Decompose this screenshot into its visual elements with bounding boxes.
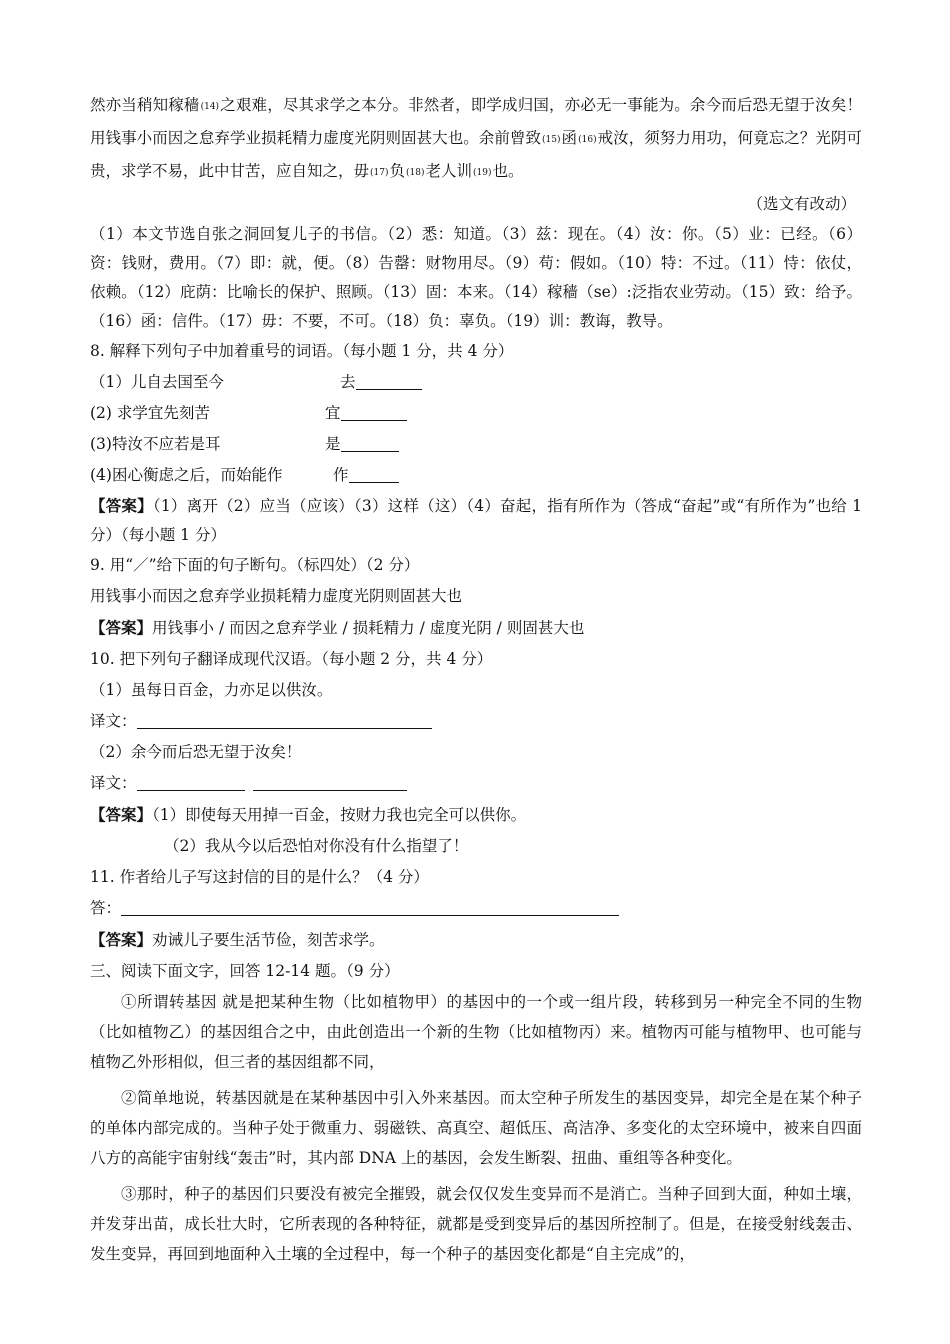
question-9-answer: [90, 612, 862, 644]
passage-text: 也。: [492, 162, 524, 180]
translation-label: 译文：: [90, 774, 137, 792]
answer-tag: 【答案】: [90, 805, 153, 824]
footnote-marker: (16): [578, 135, 597, 145]
answer-tag: 【答案】: [90, 618, 153, 637]
answer-tag: 【答案】: [90, 496, 153, 515]
question-8-item: [90, 398, 862, 429]
passage-paragraph: [90, 90, 862, 189]
footnote-marker: (18): [406, 168, 425, 178]
passage-text: 老人训: [425, 162, 473, 180]
footnote-marker: (19): [473, 168, 492, 178]
question-10-answer-1: [90, 799, 862, 831]
passage-text: 然亦当稍知稼穑: [90, 96, 200, 114]
question-8-title: 8. 解释下列句子中加着重号的词语。（每小题 1 分，共 4 分）: [90, 342, 514, 360]
question-9-title: 9. 用“／”给下面的句子断句。（标四处）（2 分）: [90, 556, 420, 574]
answer-tag: 【答案】: [90, 930, 153, 949]
question-11-answer: [90, 924, 862, 956]
answer-text: 用钱事小 / 而因之怠弃学业 / 损耗精力 / 虚度光阴 / 则固甚大也: [152, 619, 585, 637]
answer-label: 答：: [90, 899, 122, 917]
item-sentence: (2) 求学宜先刻苦: [90, 404, 210, 422]
question-8-answer: [90, 491, 862, 550]
translation-blank[interactable]: [253, 772, 407, 791]
source-note: （选文有改动）: [747, 195, 856, 213]
question-10-answer-2: （2）我从今以后恐怕对你没有什么指望了！: [164, 837, 469, 855]
question-8-item: [90, 367, 862, 398]
question-10-title: 10. 把下列句子翻译成现代汉语。（每小题 2 分，共 4 分）: [90, 650, 493, 668]
question-10-sentence-2: （2）余今而后恐无望于汝矣！: [90, 743, 302, 761]
answer-text: 劝诫儿子要生活节俭，刻苦求学。: [152, 931, 385, 949]
item-sentence: （1）儿自去国至今: [90, 373, 224, 391]
answer-blank[interactable]: [121, 897, 619, 916]
question-11-answer-line: [90, 893, 862, 924]
section-3-paragraph-2: ②简单地说，转基因就是在某种基因中引入外来基因。而太空种子所发生的基因变异，却完全是在某个种子的单体内部完成的。当种子处于微重力、弱磁铁、高真空、超低压、高洁净、多变化的太空环境中，被来自四面八方的高能宇宙射线“轰击”时，其内部 DNA 上的基因，会发生断裂、扭曲、重组等各种变化。: [90, 1089, 862, 1167]
footnotes: （1）本文节选自张之洞回复儿子的书信。（2）悉：知道。（3）兹：现在。（4）汝：你。（5）业：已经。（6）资：钱财，费用。（7）即：就，便。（8）告罄：财物用尽。（9）苟：假如。（10）特：不过。（11）恃：依仗，依赖。（12）庇荫：比喻长的保护、照顾。（13）固：本来。（14）稼穑（se）:泛指农业劳动。（15）致：给予。（16）函：信件。（17）毋：不要，不可。（18）负：辜负。（19）训：教诲，教导。: [90, 225, 862, 330]
translation-blank[interactable]: [137, 772, 245, 791]
answer-blank[interactable]: [356, 371, 422, 390]
item-word: 是: [325, 429, 399, 460]
item-word: 宜: [325, 398, 407, 429]
translation-line-2: [90, 768, 862, 799]
translation-line-1: [90, 706, 862, 737]
section-3-title: 三、阅读下面文字，回答 12-14 题。（9 分）: [90, 962, 400, 980]
question-8-item: [90, 460, 862, 491]
translation-blank[interactable]: [137, 710, 432, 729]
section-3-paragraph-3: ③那时，种子的基因们只要没有被完全摧毁，就会仅仅发生变异而不是消亡。当种子回到大面，种如土壤，并发芽出苗，成长壮大时，它所表现的各种特征，就都是受到变异后的基因所控制了。但是，在接受射线轰击、发生变异，再回到地面种入土壤的全过程中，每一个种子的基因变化都是“自主完成”的，: [90, 1185, 862, 1263]
footnote-marker: (14): [200, 102, 220, 112]
question-8-item: [90, 429, 862, 460]
item-word: 去: [340, 367, 422, 398]
section-3-paragraph-1: ①所谓转基因 就是把某种生物（比如植物甲）的基因中的一个或一组片段，转移到另一种完全不同的生物（比如植物乙）的基因组合之中，由此创造出一个新的生物（比如植物丙）来。植物丙可能与植物甲、也可能与植物乙外形相似，但三者的基因组都不同，: [90, 993, 862, 1071]
passage-text: 之艰难，尽其求学之本分。非然者，即学成归国，亦必无一事能为。余今而后恐无望于汝矣！用钱事小而因之怠弃学业损耗精力虚度光阴则固甚大也。余前曾致: [90, 96, 862, 147]
question-10-sentence-1: （1）虽每日百金，力亦足以供汝。: [90, 681, 333, 699]
answer-text: （1）即使每天用掉一百金，按财力我也完全可以供你。: [152, 806, 527, 824]
question-9-sentence: 用钱事小而因之怠弃学业损耗精力虚度光阴则固甚大也: [90, 587, 463, 605]
item-word: 作: [333, 460, 399, 491]
footnote-marker: (17): [370, 168, 389, 178]
answer-blank[interactable]: [349, 464, 399, 483]
passage-text: 函: [561, 129, 578, 147]
answer-text: （1）离开（2）应当（应该）（3）这样（这）（4）奋起，指有所作为（答成“奋起”或“有所作为”也给 1 分）（每小题 1 分）: [90, 497, 862, 544]
passage-text: 戒汝，须努力用功，何竟忘之？光阴可贵，求学不易，此中甘苦，应自知之，毋: [90, 129, 862, 180]
item-sentence: (3)特汝不应若是耳: [90, 435, 221, 453]
answer-blank[interactable]: [341, 433, 399, 452]
item-sentence: (4)困心衡虑之后，而始能作: [90, 466, 283, 484]
footnote-marker: (15): [542, 135, 561, 145]
passage-text: 负: [389, 162, 406, 180]
translation-label: 译文：: [90, 712, 137, 730]
answer-blank[interactable]: [341, 402, 407, 421]
question-11-title: 11. 作者给儿子写这封信的目的是什么？（4 分）: [90, 868, 429, 886]
